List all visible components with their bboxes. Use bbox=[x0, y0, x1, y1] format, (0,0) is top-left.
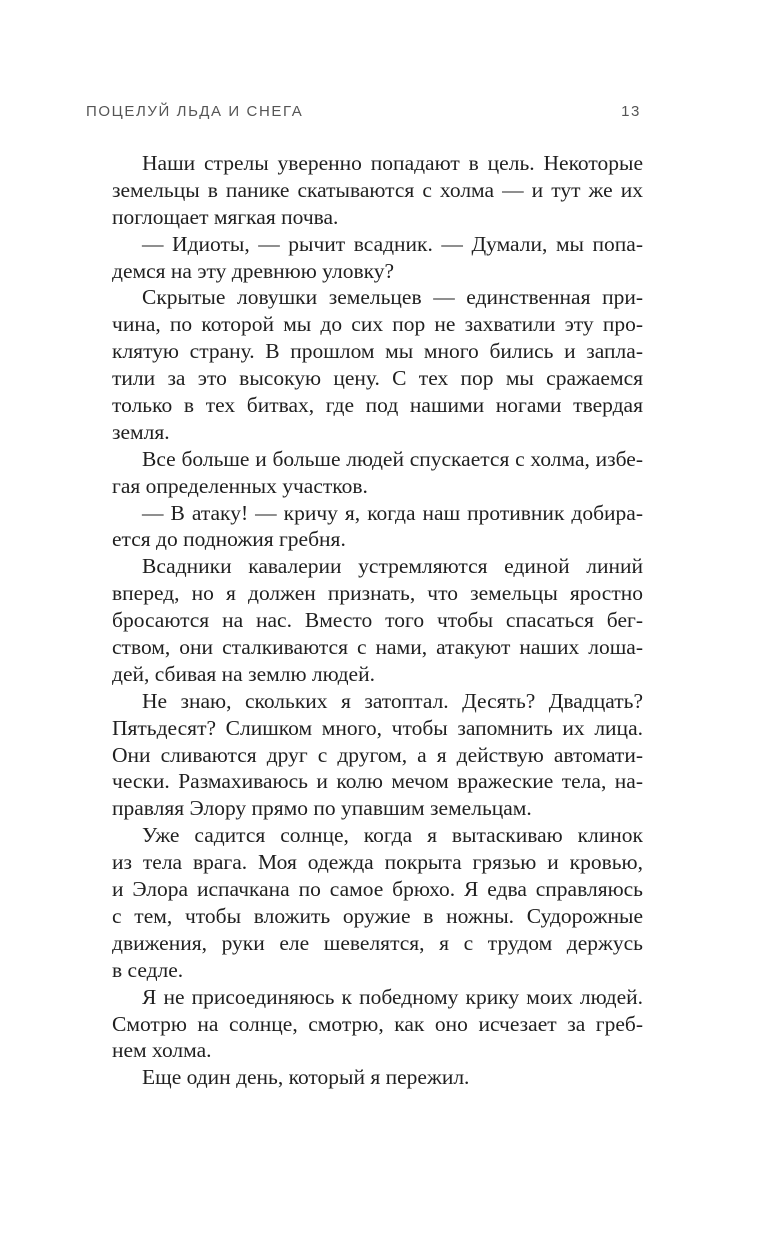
text-line: в седле. bbox=[112, 957, 184, 982]
text-line: демся на эту древнюю уловку? bbox=[112, 258, 395, 283]
text-line: земля. bbox=[112, 419, 170, 444]
text-line: с тем, чтобы вложить оружие в ножны. Судорожные bbox=[112, 903, 643, 928]
text-line: нем холма. bbox=[112, 1038, 212, 1063]
text-line: — В атаку! — кричу я, когда наш противник добира- bbox=[142, 500, 643, 525]
text-line: чина, по которой мы до сих пор не захватили эту про- bbox=[112, 312, 643, 337]
text-line: ством, они сталкиваются с нами, атакуют наших лоша- bbox=[112, 635, 643, 660]
text-line: правляя Элору прямо по упавшим земельцам. bbox=[112, 796, 532, 821]
text-line: Все больше и больше людей спускается с холма, избе- bbox=[142, 446, 643, 471]
text-line: из тела врага. Моя одежда покрыта грязью и кровью, bbox=[112, 850, 643, 875]
text-line: Еще один день, который я пережил. bbox=[142, 1065, 470, 1090]
text-line: бросаются на нас. Вместо того чтобы спасаться бег- bbox=[112, 608, 643, 633]
text-line: чески. Размахиваюсь и колю мечом вражеские тела, на- bbox=[112, 769, 643, 794]
text-line: поглощает мягкая почва. bbox=[112, 204, 339, 229]
text-line: гая определенных участков. bbox=[112, 473, 368, 498]
text-line: Они сливаются друг с другом, а я действую автомати- bbox=[112, 742, 643, 767]
text-line: Уже садится солнце, когда я вытаскиваю клинок bbox=[142, 823, 643, 848]
body-text bbox=[112, 150, 643, 1091]
text-line: Скрытые ловушки земельцев — единственная при- bbox=[142, 285, 643, 310]
text-line: тили за это высокую цену. С тех пор мы сражаемся bbox=[112, 366, 643, 391]
text-line: ется до подножия гребня. bbox=[112, 527, 346, 552]
text-line: Пятьдесят? Слишком много, чтобы запомнить их лица. bbox=[112, 715, 643, 740]
text-line: земельцы в панике скатываются с холма — и тут же их bbox=[112, 177, 643, 202]
text-line: только в тех битвах, где под нашими ногами твердая bbox=[112, 393, 643, 418]
text-line: Смотрю на солнце, смотрю, как оно исчезает за греб- bbox=[112, 1011, 643, 1036]
running-title: ПОЦЕЛУЙ ЛЬДА И СНЕГА bbox=[86, 103, 304, 120]
running-header bbox=[86, 103, 641, 125]
text-line: движения, руки еле шевелятся, я с трудом держусь bbox=[112, 930, 643, 955]
text-line: Я не присоединяюсь к победному крику моих людей. bbox=[142, 984, 643, 1009]
text-line: Всадники кавалерии устремляются единой линий bbox=[142, 554, 643, 579]
text-line: клятую страну. В прошлом мы много бились и запла- bbox=[112, 339, 643, 364]
text-line: и Элора испачкана по самое брюхо. Я едва справляюсь bbox=[112, 877, 643, 902]
text-line: Не знаю, скольких я затоптал. Десять? Двадцать? bbox=[142, 688, 643, 713]
page-number: 13 bbox=[621, 103, 641, 120]
text-line: дей, сбивая на землю людей. bbox=[112, 661, 375, 686]
text-line: вперед, но я должен признать, что земельцы яростно bbox=[112, 581, 643, 606]
text-line: — Идиоты, — рычит всадник. — Думали, мы попа- bbox=[142, 231, 643, 256]
text-line: Наши стрелы уверенно попадают в цель. Некоторые bbox=[142, 151, 643, 175]
